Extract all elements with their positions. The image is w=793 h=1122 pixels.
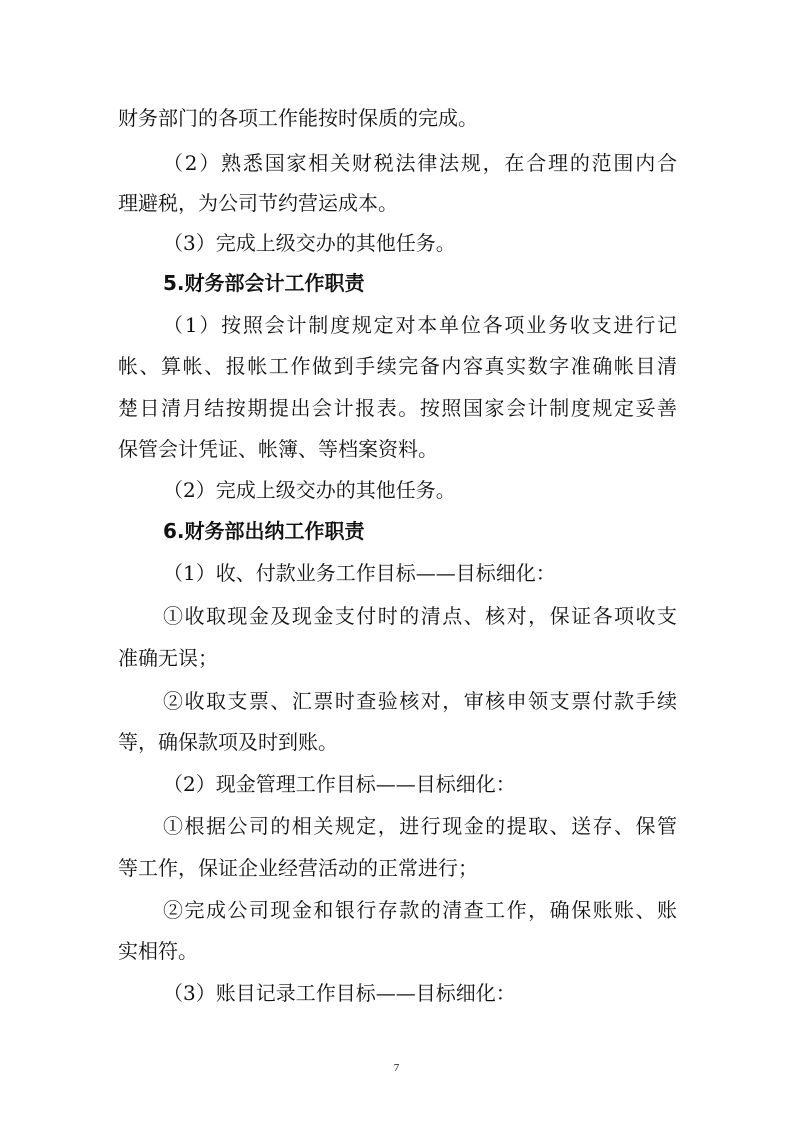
- section-heading: 5.财务部会计工作职责: [163, 271, 365, 295]
- paragraph-line: 帐、算帐、报帐工作做到手续完备内容真实数字准确帐目清: [118, 354, 677, 378]
- paragraph-line: （2）熟悉国家相关财税法律法规，在合理的范围内合: [163, 151, 677, 175]
- paragraph-line: （2）完成上级交办的其他任务。: [163, 478, 456, 502]
- section-heading: 6.财务部出纳工作职责: [163, 519, 365, 543]
- paragraph-line: 保管会计凭证、帐簿、等档案资料。: [118, 437, 438, 461]
- page-number: 7: [393, 1062, 400, 1074]
- paragraph-line: ②完成公司现金和银行存款的清查工作，确保账账、账: [163, 898, 677, 922]
- paragraph-line: 等，确保款项及时到账。: [118, 730, 338, 754]
- paragraph-line: 财务部门的各项工作能按时保质的完成。: [118, 106, 478, 130]
- paragraph-line: ①收取现金及现金支付时的清点、核对，保证各项收支: [163, 604, 677, 628]
- paragraph-line: （2）现金管理工作目标——目标细化：: [163, 772, 516, 796]
- paragraph-line: （1）收、付款业务工作目标——目标细化：: [163, 561, 556, 585]
- paragraph-line: 实相符。: [118, 939, 198, 963]
- paragraph-line: （1）按照会计制度规定对本单位各项业务收支进行记: [163, 313, 677, 337]
- paragraph-line: 理避税，为公司节约营运成本。: [118, 191, 398, 215]
- paragraph-line: （3）账目记录工作目标——目标细化：: [163, 981, 516, 1005]
- paragraph-line: 等工作，保证企业经营活动的正常进行；: [118, 856, 478, 880]
- paragraph-line: 准确无误；: [118, 646, 218, 670]
- paragraph-line: （3）完成上级交办的其他任务。: [163, 231, 456, 255]
- paragraph-line: 楚日清月结按期提出会计报表。按照国家会计制度规定妥善: [118, 396, 677, 420]
- paragraph-line: ①根据公司的相关规定，进行现金的提取、送存、保管: [163, 814, 677, 838]
- paragraph-line: ②收取支票、汇票时查验核对，审核申领支票付款手续: [163, 689, 677, 713]
